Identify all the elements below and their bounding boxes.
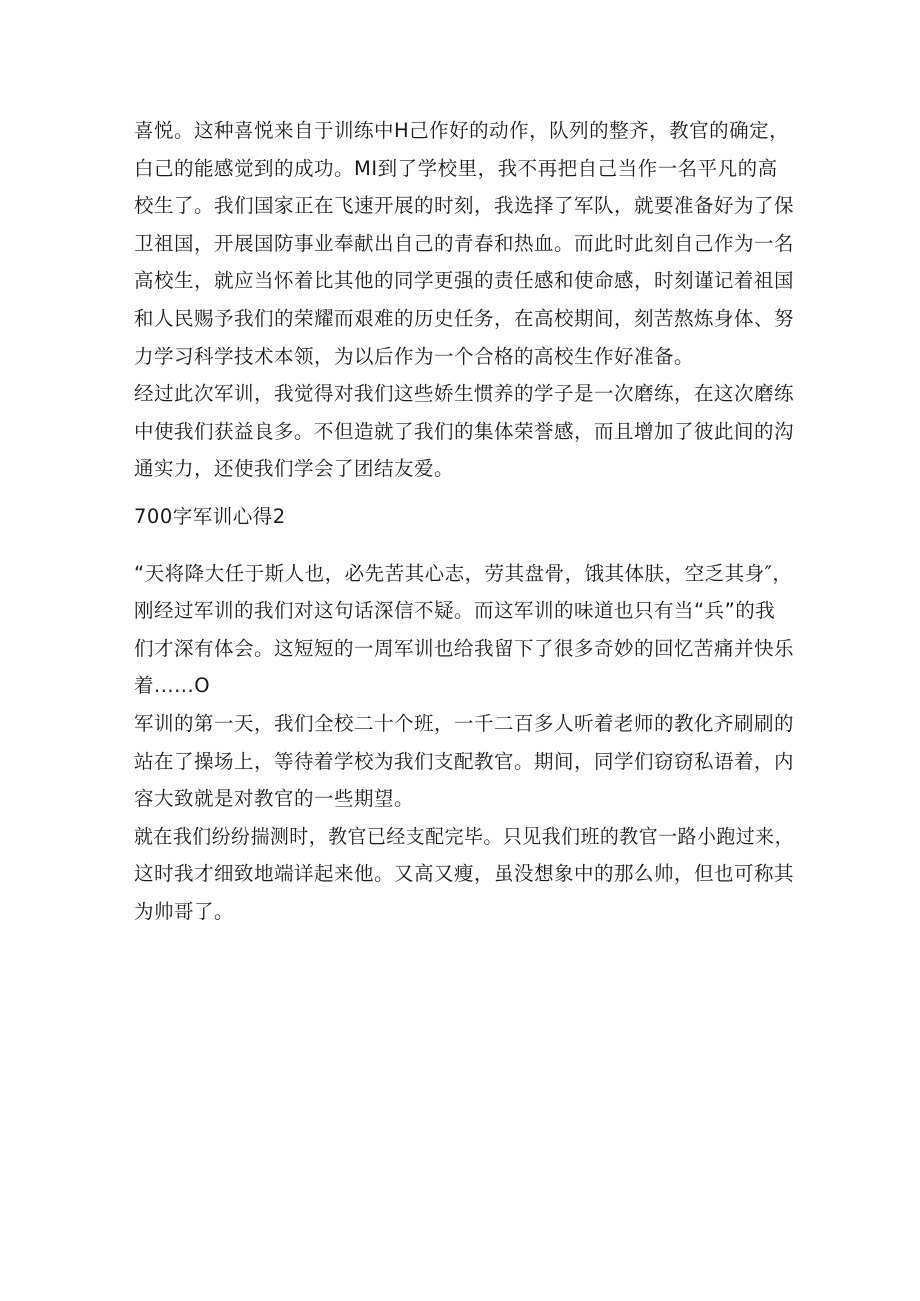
text-line: 力学习科学技术本领，为以后作为一个合格的高校生作好准备。 <box>134 344 695 368</box>
text-line: 校生了。我们国家正在飞速开展的时刻，我选择了军队，就要准备好为了保 <box>134 194 795 218</box>
document-body <box>134 112 794 930</box>
text-line: “天将降大任于斯人也，必先苦其心志，劳其盘骨，饿其体肤，空乏其身″， <box>134 561 793 585</box>
paragraph-3 <box>134 555 794 705</box>
text-line: 刚经过军训的我们对这句话深信不疑。而这军训的味道也只有当“兵”的我 <box>134 599 776 623</box>
paragraph-2 <box>134 375 794 488</box>
text-line: 为帅哥了。 <box>134 899 235 923</box>
text-line: 经过此次军训，我觉得对我们这些娇生惯养的学子是一次磨练，在这次磨练 <box>134 382 795 406</box>
text-line: 着......O <box>134 674 211 698</box>
paragraph-4 <box>134 705 794 818</box>
text-line: 就在我们纷纷揣测时，教官已经支配完毕。只见我们班的教官一路小跑过来， <box>134 824 795 848</box>
paragraph-5 <box>134 818 794 931</box>
text-line: 和人民赐予我们的荣耀而艰难的历史任务，在高校期间，刻苦熬炼身体、努 <box>134 306 795 330</box>
text-line: 白己的能感觉到的成功。MI到了学校里，我不再把自己当作一名平凡的高 <box>134 156 778 180</box>
text-line: 站在了操场上，等待着学校为我们支配教官。期间，同学们窃窃私语着，内 <box>134 749 795 773</box>
text-line: 军训的第一天，我们全校二十个班，一千二百多人听着老师的教化齐刷刷的 <box>134 711 795 735</box>
paragraph-1 <box>134 112 794 375</box>
text-line: 通实力，还使我们学会了团结友爱。 <box>134 457 455 481</box>
text-line: 高校生，就应当怀着比其他的同学更强的责任感和使命感，时刻谨记着祖国 <box>134 269 795 293</box>
section-heading: 700字军训心得2 <box>134 504 286 528</box>
text-line: 卫祖国，开展国防事业奉献出自己的青春和热血。而此时此刻自己作为一名 <box>134 231 795 255</box>
text-line: 们才深有体会。这短短的一周军训也给我留下了很多奇妙的回忆苦痛并快乐 <box>134 636 795 660</box>
text-line: 这时我才细致地端详起来他。又高又瘦，虽没想象中的那么帅，但也可称其 <box>134 862 795 886</box>
text-line: 喜悦。这种喜悦来自于训练中H己作好的动作，队列的整齐，教官的确定， <box>134 119 790 142</box>
text-line: 容大致就是对教官的一些期望。 <box>134 787 415 811</box>
text-line: 中使我们获益良多。不但造就了我们的集体荣誉感，而且增加了彼此间的沟 <box>134 419 795 443</box>
